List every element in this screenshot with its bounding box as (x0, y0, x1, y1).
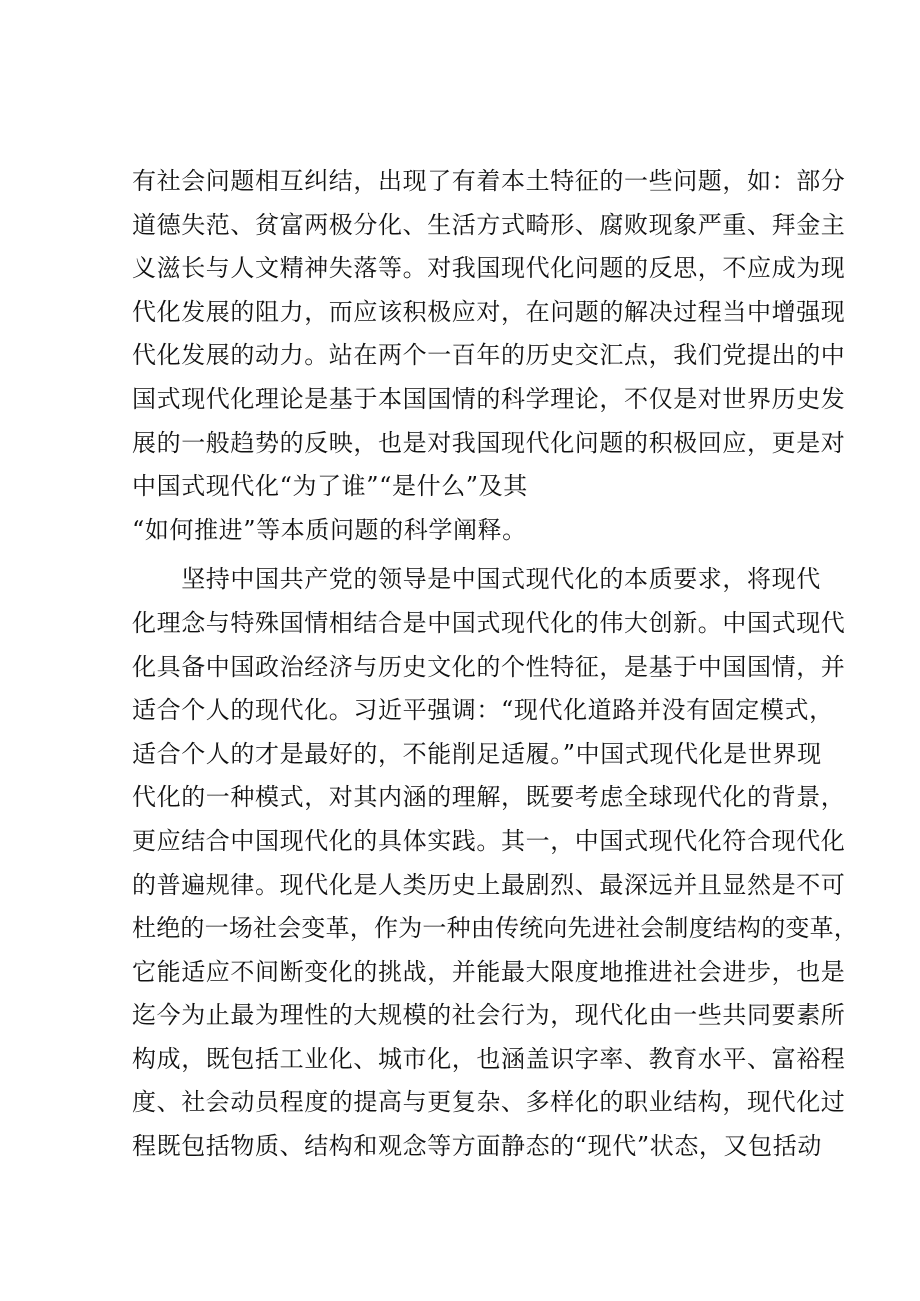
text-line: 中国式现代化“为了谁”“是什么”及其 (132, 472, 528, 501)
text-line: 代化发展的动力。站在两个一百年的历史交汇点，我们党提出的中 (132, 341, 846, 370)
document-body (132, 160, 858, 1169)
text-line: “如何推进”等本质问题的科学阐释。 (132, 515, 527, 544)
text-line: 适合个人的才是最好的，不能削足适履。”中国式现代化是世界现 (132, 739, 822, 768)
paragraph-2 (132, 558, 858, 1168)
text-line: 国式现代化理论是基于本国国情的科学理论，不仅是对世界历史发 (132, 384, 846, 413)
text-line: 它能适应不间断变化的挑战，并能最大限度地推进社会进步，也是 (132, 957, 846, 986)
text-line: 构成，既包括工业化、城市化，也涵盖识字率、教育水平、富裕程 (132, 1044, 846, 1073)
text-line: 坚持中国共产党的领导是中国式现代化的本质要求，将现代 (132, 565, 821, 594)
text-line: 程既包括物质、结构和观念等方面静态的“现代”状态，又包括动 (132, 1132, 822, 1161)
text-line: 更应结合中国现代化的具体实践。其一，中国式现代化符合现代化 (132, 826, 846, 855)
text-line: 道德失范、贫富两极分化、生活方式畸形、腐败现象严重、拜金主 (132, 210, 846, 239)
text-line: 义滋长与人文精神失落等。对我国现代化问题的反思，不应成为现 (132, 254, 846, 283)
text-line: 代化的一种模式，对其内涵的理解，既要考虑全球现代化的背景， (132, 783, 846, 812)
text-line: 度、社会动员程度的提高与更复杂、多样化的职业结构，现代化过 (132, 1088, 846, 1117)
paragraph-1 (132, 160, 846, 552)
text-line: 杜绝的一场社会变革，作为一种由传统向先进社会制度结构的变革， (132, 914, 858, 943)
text-line: 化理念与特殊国情相结合是中国式现代化的伟大创新。中国式现代 (132, 608, 846, 637)
text-line: 有社会问题相互纠结，出现了有着本土特征的一些问题，如：部分 (132, 167, 846, 195)
text-line: 展的一般趋势的反映，也是对我国现代化问题的积极回应，更是对 (132, 428, 846, 457)
text-line: 迄今为止最为理性的大规模的社会行为，现代化由一些共同要素所 (132, 1001, 846, 1030)
text-line: 适合个人的现代化。习近平强调：“现代化道路并没有固定模式， (132, 696, 834, 725)
text-line: 化具备中国政治经济与历史文化的个性特征，是基于中国国情，并 (132, 652, 846, 681)
text-line: 代化发展的阻力，而应该积极应对，在问题的解决过程当中增强现 (132, 297, 846, 326)
text-line: 的普遍规律。现代化是人类历史上最剧烈、最深远并且显然是不可 (132, 870, 846, 899)
